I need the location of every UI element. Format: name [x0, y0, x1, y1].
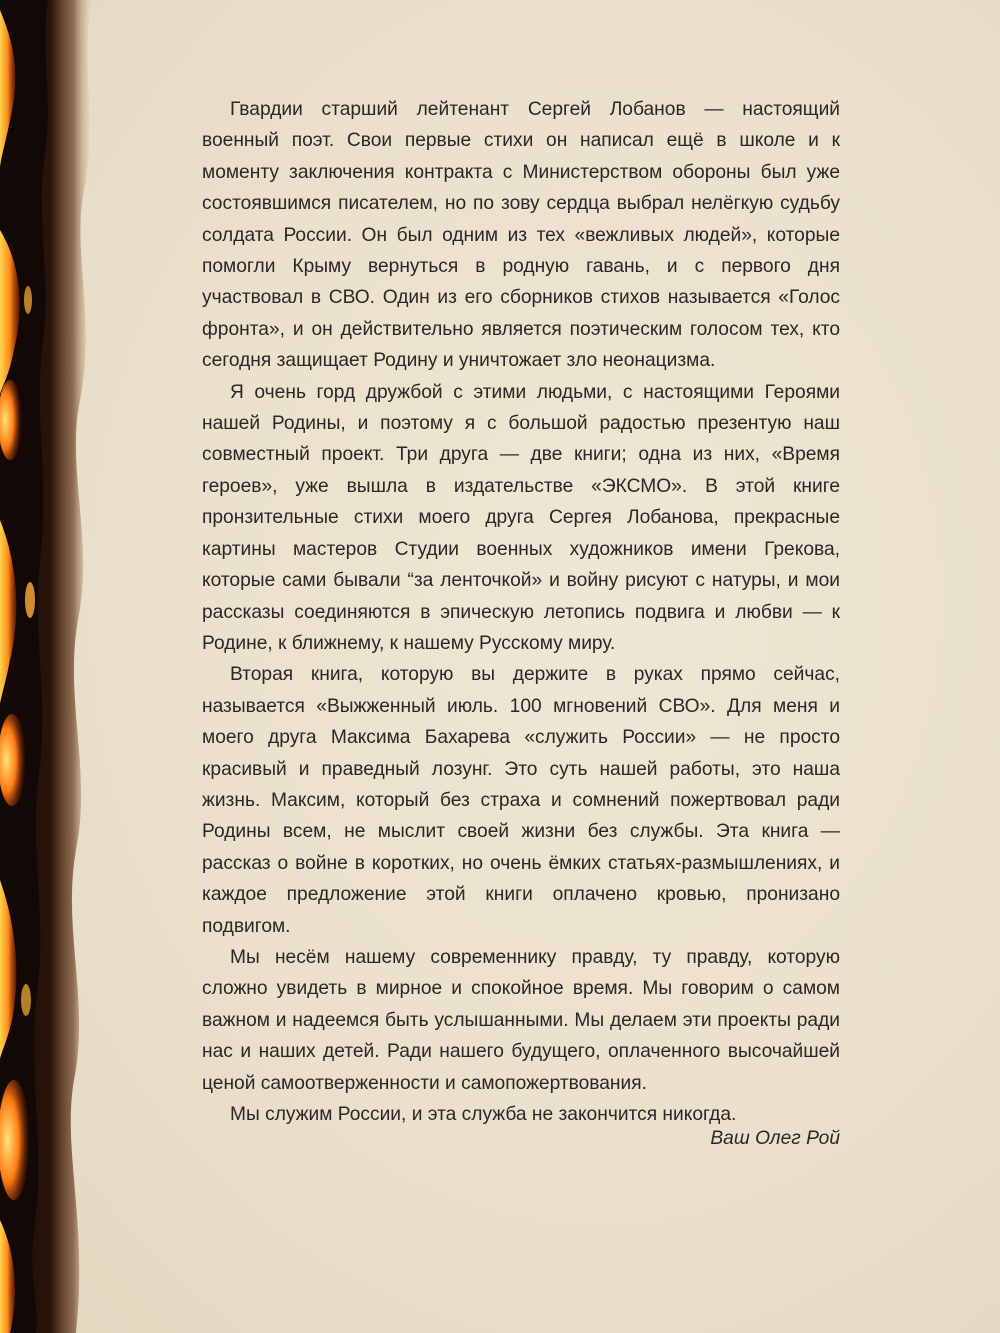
- body-text: [202, 94, 840, 1130]
- paragraph-2: Я очень горд дружбой с этими людьми, с настоящими Героями нашей Родины, и поэтому я с большой радостью презентую наш совместный проект. Три друга — две книги; одна из них, «Время героев», уже вышла в издательстве «ЭКСМО». В этой книге пронзительные стихи моего друга Сергея Лобанова, прекрасные картины мастеров Студии военных художников имени Грекова, которые сами бывали “за ленточкой» и войну рисуют с натуры, и мои рассказы соединяются в эпическую летопись подвига и любви — к Родине, к ближнему, к нашему Русскому миру.: [202, 381, 840, 654]
- paragraph-5: Мы служим России, и эта служба не закончится никогда.: [230, 1104, 737, 1125]
- burnt-edge-decoration: [0, 0, 110, 1333]
- paragraph-3: Вторая книга, которую вы держите в руках прямо сейчас, называется «Выжженный июль. 100 мгновений СВО». Для меня и моего друга Максима Бахарева «служить России» — не просто красивый и праведный лозунг. Это суть нашей работы, это наша жизнь. Максим, который без страха и сомнений пожертвовал ради Родины всем, не мыслит своей жизни без службы. Эта книга — рассказ о войне в коротких, но очень ёмких статьях-размышлениях, и каждое предложение этой книги оплачено кровью, пронизано подвигом.: [202, 664, 840, 937]
- signature: Ваш Олег Рой: [710, 1128, 840, 1149]
- paragraph-1: Гвардии старший лейтенант Сергей Лобанов — настоящий военный поэт. Свои первые стихи он написал ещё в школе и к моменту заключения контракта с Министерством обороны был уже состоявшимся писателем, но по зову сердца выбрал нелёгкую судьбу солдата России. Он был одним из тех «вежливых людей», которые помогли Крыму вернуться в родную гавань, и с первого дня участвовал в СВО. Один из его сборников стихов называется «Голос фронта», и он действительно является поэтическим голосом тех, кто сегодня защищает Родину и уничтожает зло неонацизма.: [202, 99, 840, 372]
- paragraph-4: Мы несём нашему современнику правду, ту правду, которую сложно увидеть в мирное и спокойное время. Мы говорим о самом важном и надеемся быть услышанными. Мы делаем эти проекты ради нас и наших детей. Ради нашего будущего, оплаченного высочайшей ценой самоотверженности и самопожертвования.: [202, 946, 840, 1094]
